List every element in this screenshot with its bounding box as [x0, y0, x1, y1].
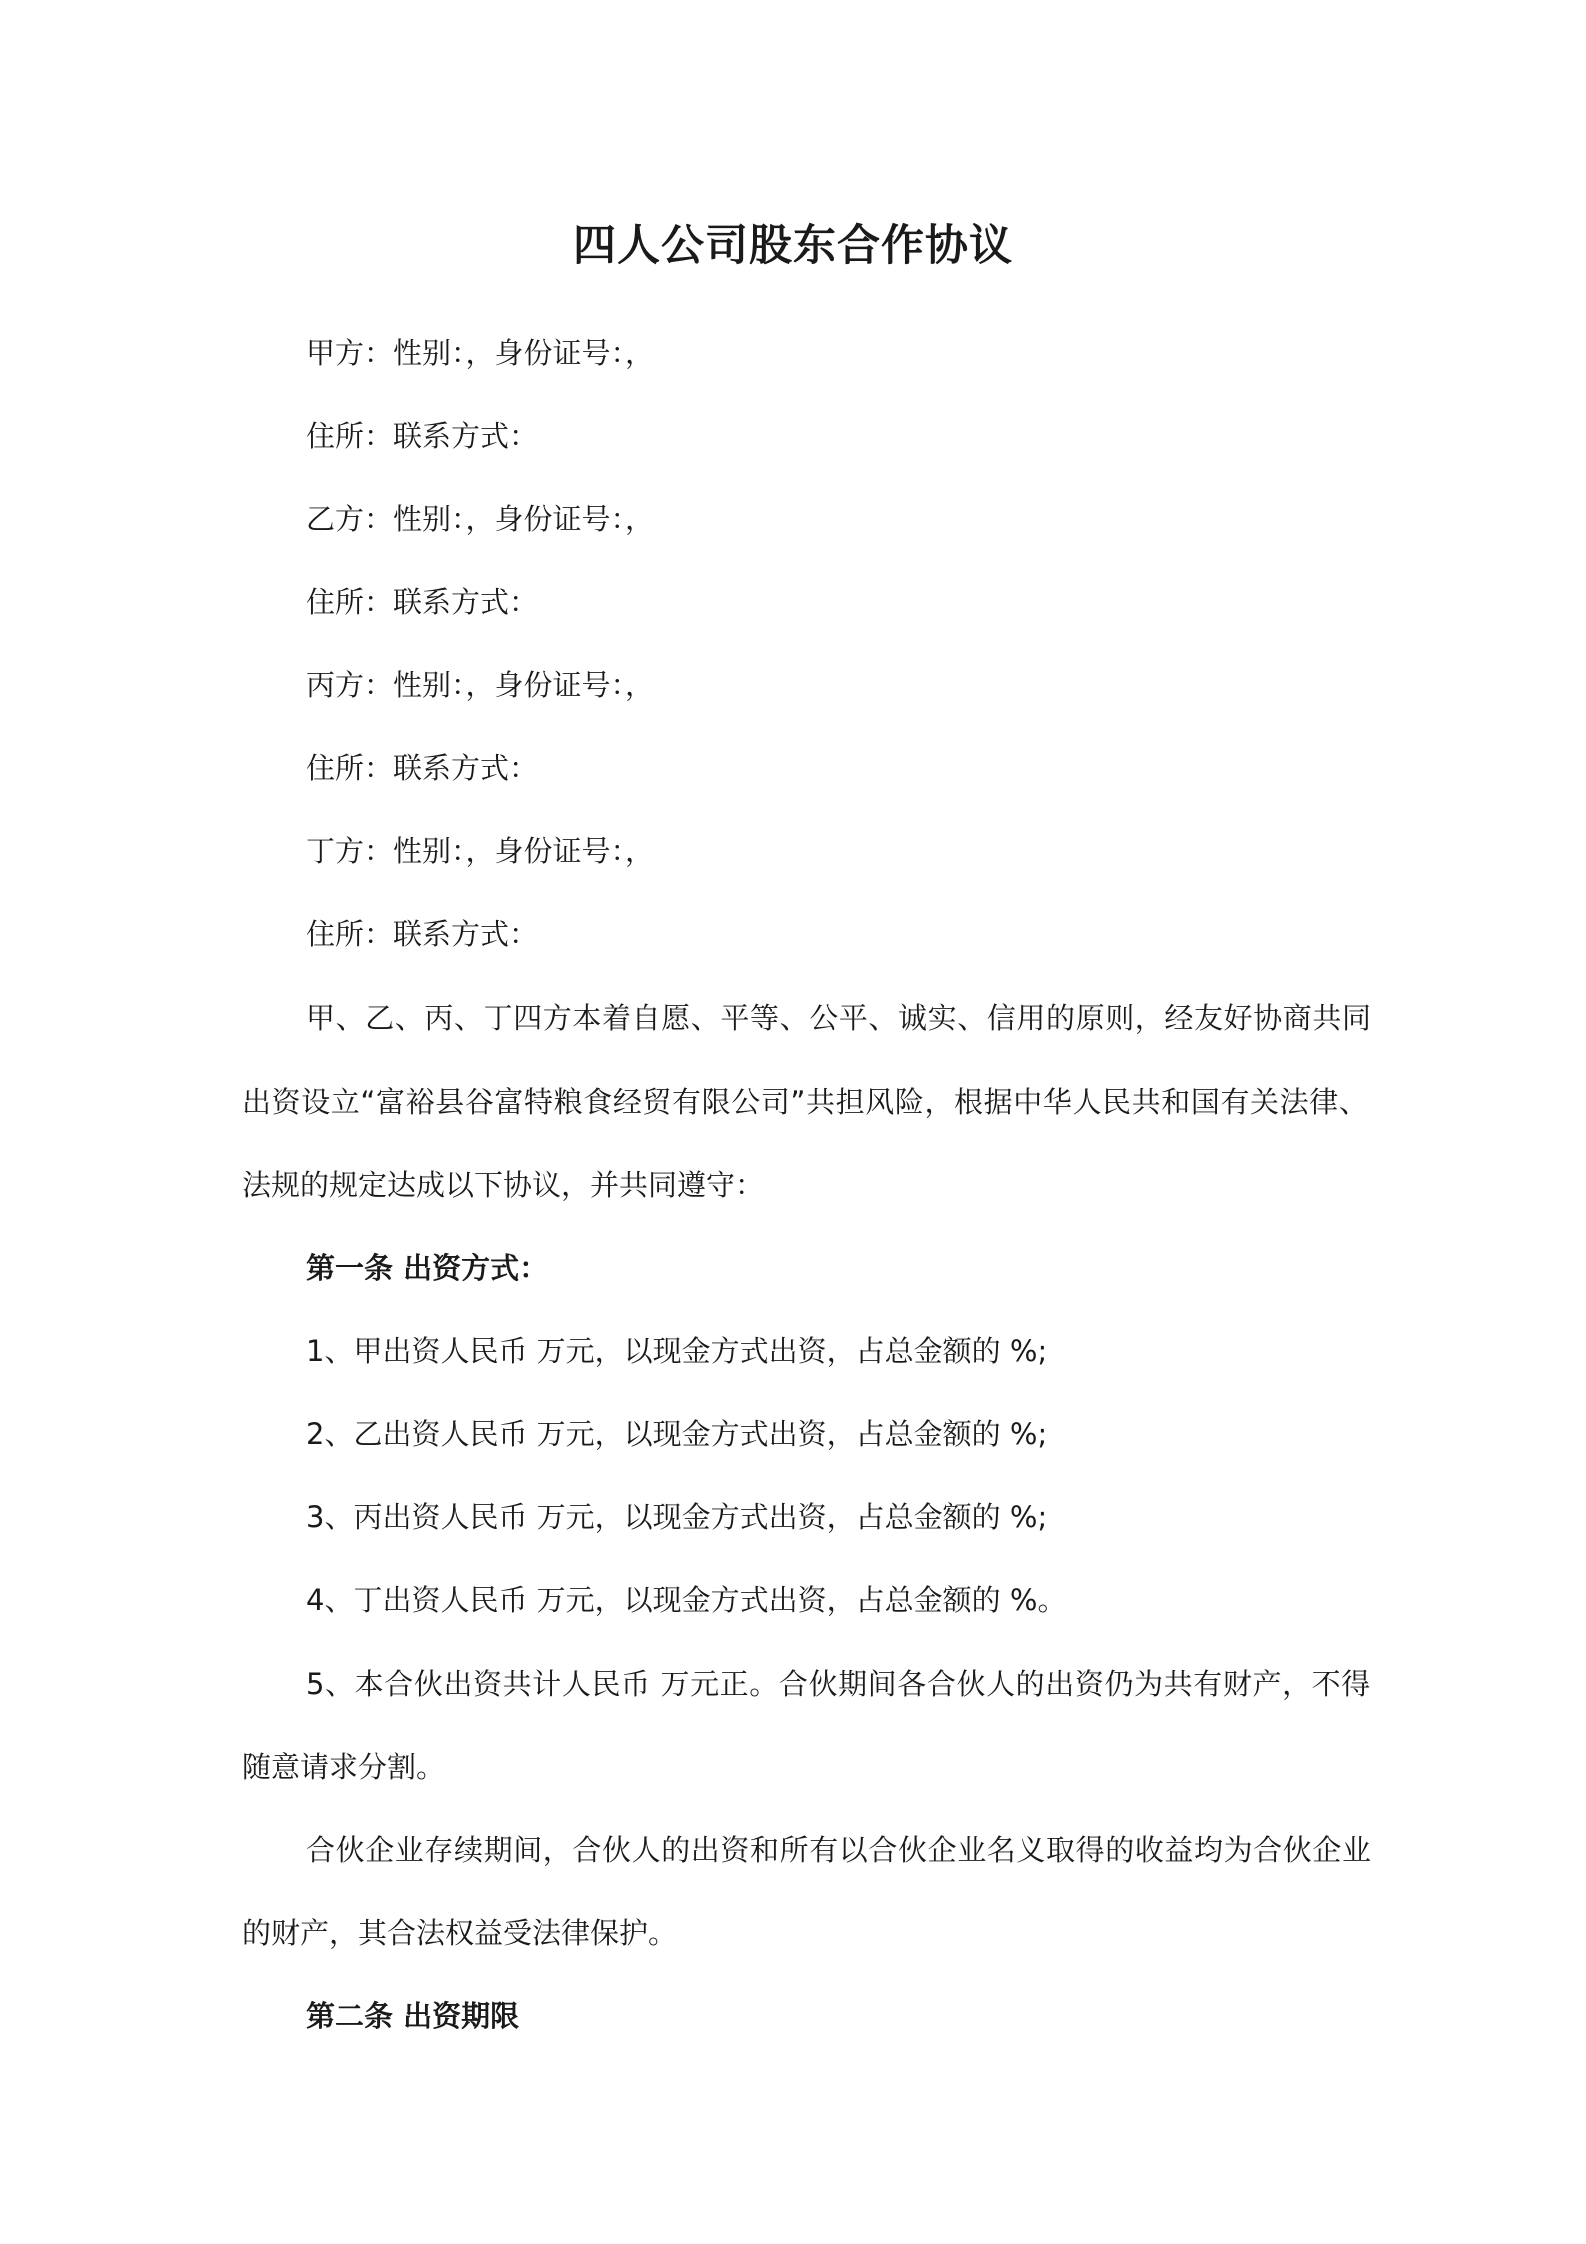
article1-item-3: 3、丙出资人民币 万元，以现金方式出资，占总金额的 %; [306, 1500, 1048, 1534]
article1-paragraph-line-1: 合伙企业存续期间，合伙人的出资和所有以合伙企业名义取得的收益均为合伙企业 [306, 1833, 1372, 1867]
intro-line-2: 出资设立“富裕县谷富特粮食经贸有限公司”共担风险，根据中华人民共和国有关法律、 [242, 1085, 1369, 1119]
party-c-address: 住所：联系方式： [306, 751, 539, 785]
intro-line-1: 甲、乙、丙、丁四方本着自愿、平等、公平、诚实、信用的原则，经友好协商共同 [306, 1001, 1372, 1035]
article1-paragraph-line-2: 的财产，其合法权益受法律保护。 [242, 1916, 678, 1950]
party-a-line: 甲方：性别：，身份证号：， [306, 336, 655, 370]
article1-item-5-line-1: 5、本合伙出资共计人民币 万元正。合伙期间各合伙人的出资仍为共有财产，不得 [306, 1667, 1371, 1701]
party-d-line: 丁方：性别：，身份证号：， [306, 834, 655, 868]
intro-line-3: 法规的规定达成以下协议，并共同遵守： [242, 1168, 765, 1202]
article1-item-2: 2、乙出资人民币 万元，以现金方式出资，占总金额的 %; [306, 1417, 1048, 1451]
party-c-line: 丙方：性别：，身份证号：， [306, 668, 655, 702]
article1-item-4: 4、丁出资人民币 万元，以现金方式出资，占总金额的 %。 [306, 1583, 1067, 1617]
article1-item-1: 1、甲出资人民币 万元，以现金方式出资，占总金额的 %; [306, 1334, 1048, 1368]
party-a-address: 住所：联系方式： [306, 419, 539, 453]
party-b-line: 乙方：性别：，身份证号：， [306, 502, 655, 536]
article1-heading: 第一条 出资方式： [306, 1251, 549, 1285]
party-b-address: 住所：联系方式： [306, 585, 539, 619]
article1-item-5-line-2: 随意请求分割。 [242, 1750, 446, 1784]
document-title: 四人公司股东合作协议 [573, 221, 1013, 271]
article2-heading: 第二条 出资期限 [306, 1999, 520, 2033]
party-d-address: 住所：联系方式： [306, 917, 539, 951]
